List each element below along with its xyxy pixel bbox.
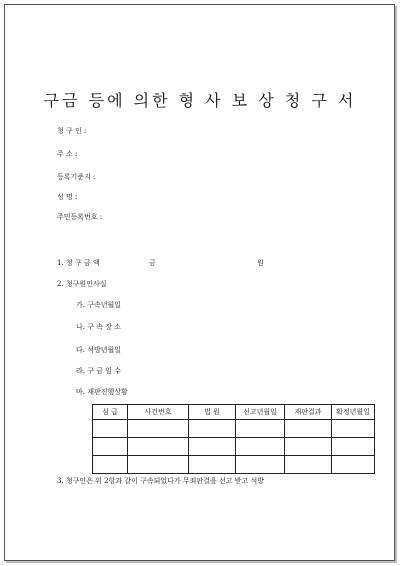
header-trial-result: 재판결과 bbox=[285, 405, 332, 420]
table-header-row bbox=[93, 405, 375, 420]
section3-statement: 3. 청구인은 위 2항과 같이 구속되었다가 무죄판결을 선고 받고 석방 bbox=[57, 477, 264, 485]
header-sentence-date: 선고년월일 bbox=[236, 405, 285, 420]
table-cell[interactable] bbox=[285, 456, 332, 474]
header-instance: 심 급 bbox=[93, 405, 128, 420]
header-case-number: 사건번호 bbox=[128, 405, 189, 420]
name-label: 성 명 : bbox=[57, 193, 78, 201]
claim-cause-label: 2. 청구원인사실 bbox=[57, 280, 107, 288]
table-cell[interactable] bbox=[189, 438, 236, 456]
trial-status-label: 마. 재판진행상황 bbox=[76, 388, 128, 396]
table-cell[interactable] bbox=[189, 456, 236, 474]
claim-amount-label: 1. 청 구 금 액 bbox=[57, 259, 100, 267]
table-row bbox=[93, 420, 375, 438]
table-cell[interactable] bbox=[236, 456, 285, 474]
table-cell[interactable] bbox=[332, 420, 375, 438]
table-cell[interactable] bbox=[285, 420, 332, 438]
resident-number-field bbox=[57, 212, 111, 222]
table-cell[interactable] bbox=[128, 438, 189, 456]
detention-place-label: 나. 구 속 장 소 bbox=[76, 323, 121, 331]
name-field bbox=[57, 192, 111, 202]
claim-amount-unit: 원 bbox=[257, 259, 264, 267]
header-finalized-date: 확정년월일 bbox=[332, 405, 375, 420]
address-label: 주 소 : bbox=[57, 150, 78, 158]
trial-status-table bbox=[92, 404, 375, 474]
detention-date-label: 가. 구속년월일 bbox=[76, 301, 122, 309]
table-cell[interactable] bbox=[93, 438, 128, 456]
table-cell[interactable] bbox=[236, 420, 285, 438]
registration-base-label: 등록기준지 : bbox=[57, 173, 96, 181]
table-cell[interactable] bbox=[332, 456, 375, 474]
claimant-label: 청 구 인 : bbox=[57, 127, 87, 135]
table-row bbox=[93, 456, 375, 474]
resident-number-label: 주민등록번호 : bbox=[57, 213, 103, 221]
table-cell[interactable] bbox=[128, 420, 189, 438]
table-cell[interactable] bbox=[332, 438, 375, 456]
release-date-label: 다. 석방년월일 bbox=[76, 346, 122, 354]
header-court: 법 원 bbox=[189, 405, 236, 420]
registration-base-field bbox=[57, 172, 111, 182]
claim-amount-prefix: 금 bbox=[149, 259, 156, 267]
table-cell[interactable] bbox=[236, 438, 285, 456]
table-cell[interactable] bbox=[189, 420, 236, 438]
table-cell[interactable] bbox=[93, 420, 128, 438]
detention-days-label: 라. 구 금 일 수 bbox=[76, 367, 121, 375]
table-cell[interactable] bbox=[285, 438, 332, 456]
table-cell[interactable] bbox=[128, 456, 189, 474]
table-row bbox=[93, 438, 375, 456]
document-title: 구금 등에 의한 형 사 보 상 청 구 서 bbox=[43, 91, 357, 110]
claimant-field bbox=[57, 126, 111, 136]
address-field bbox=[57, 149, 111, 159]
table-cell[interactable] bbox=[93, 456, 128, 474]
